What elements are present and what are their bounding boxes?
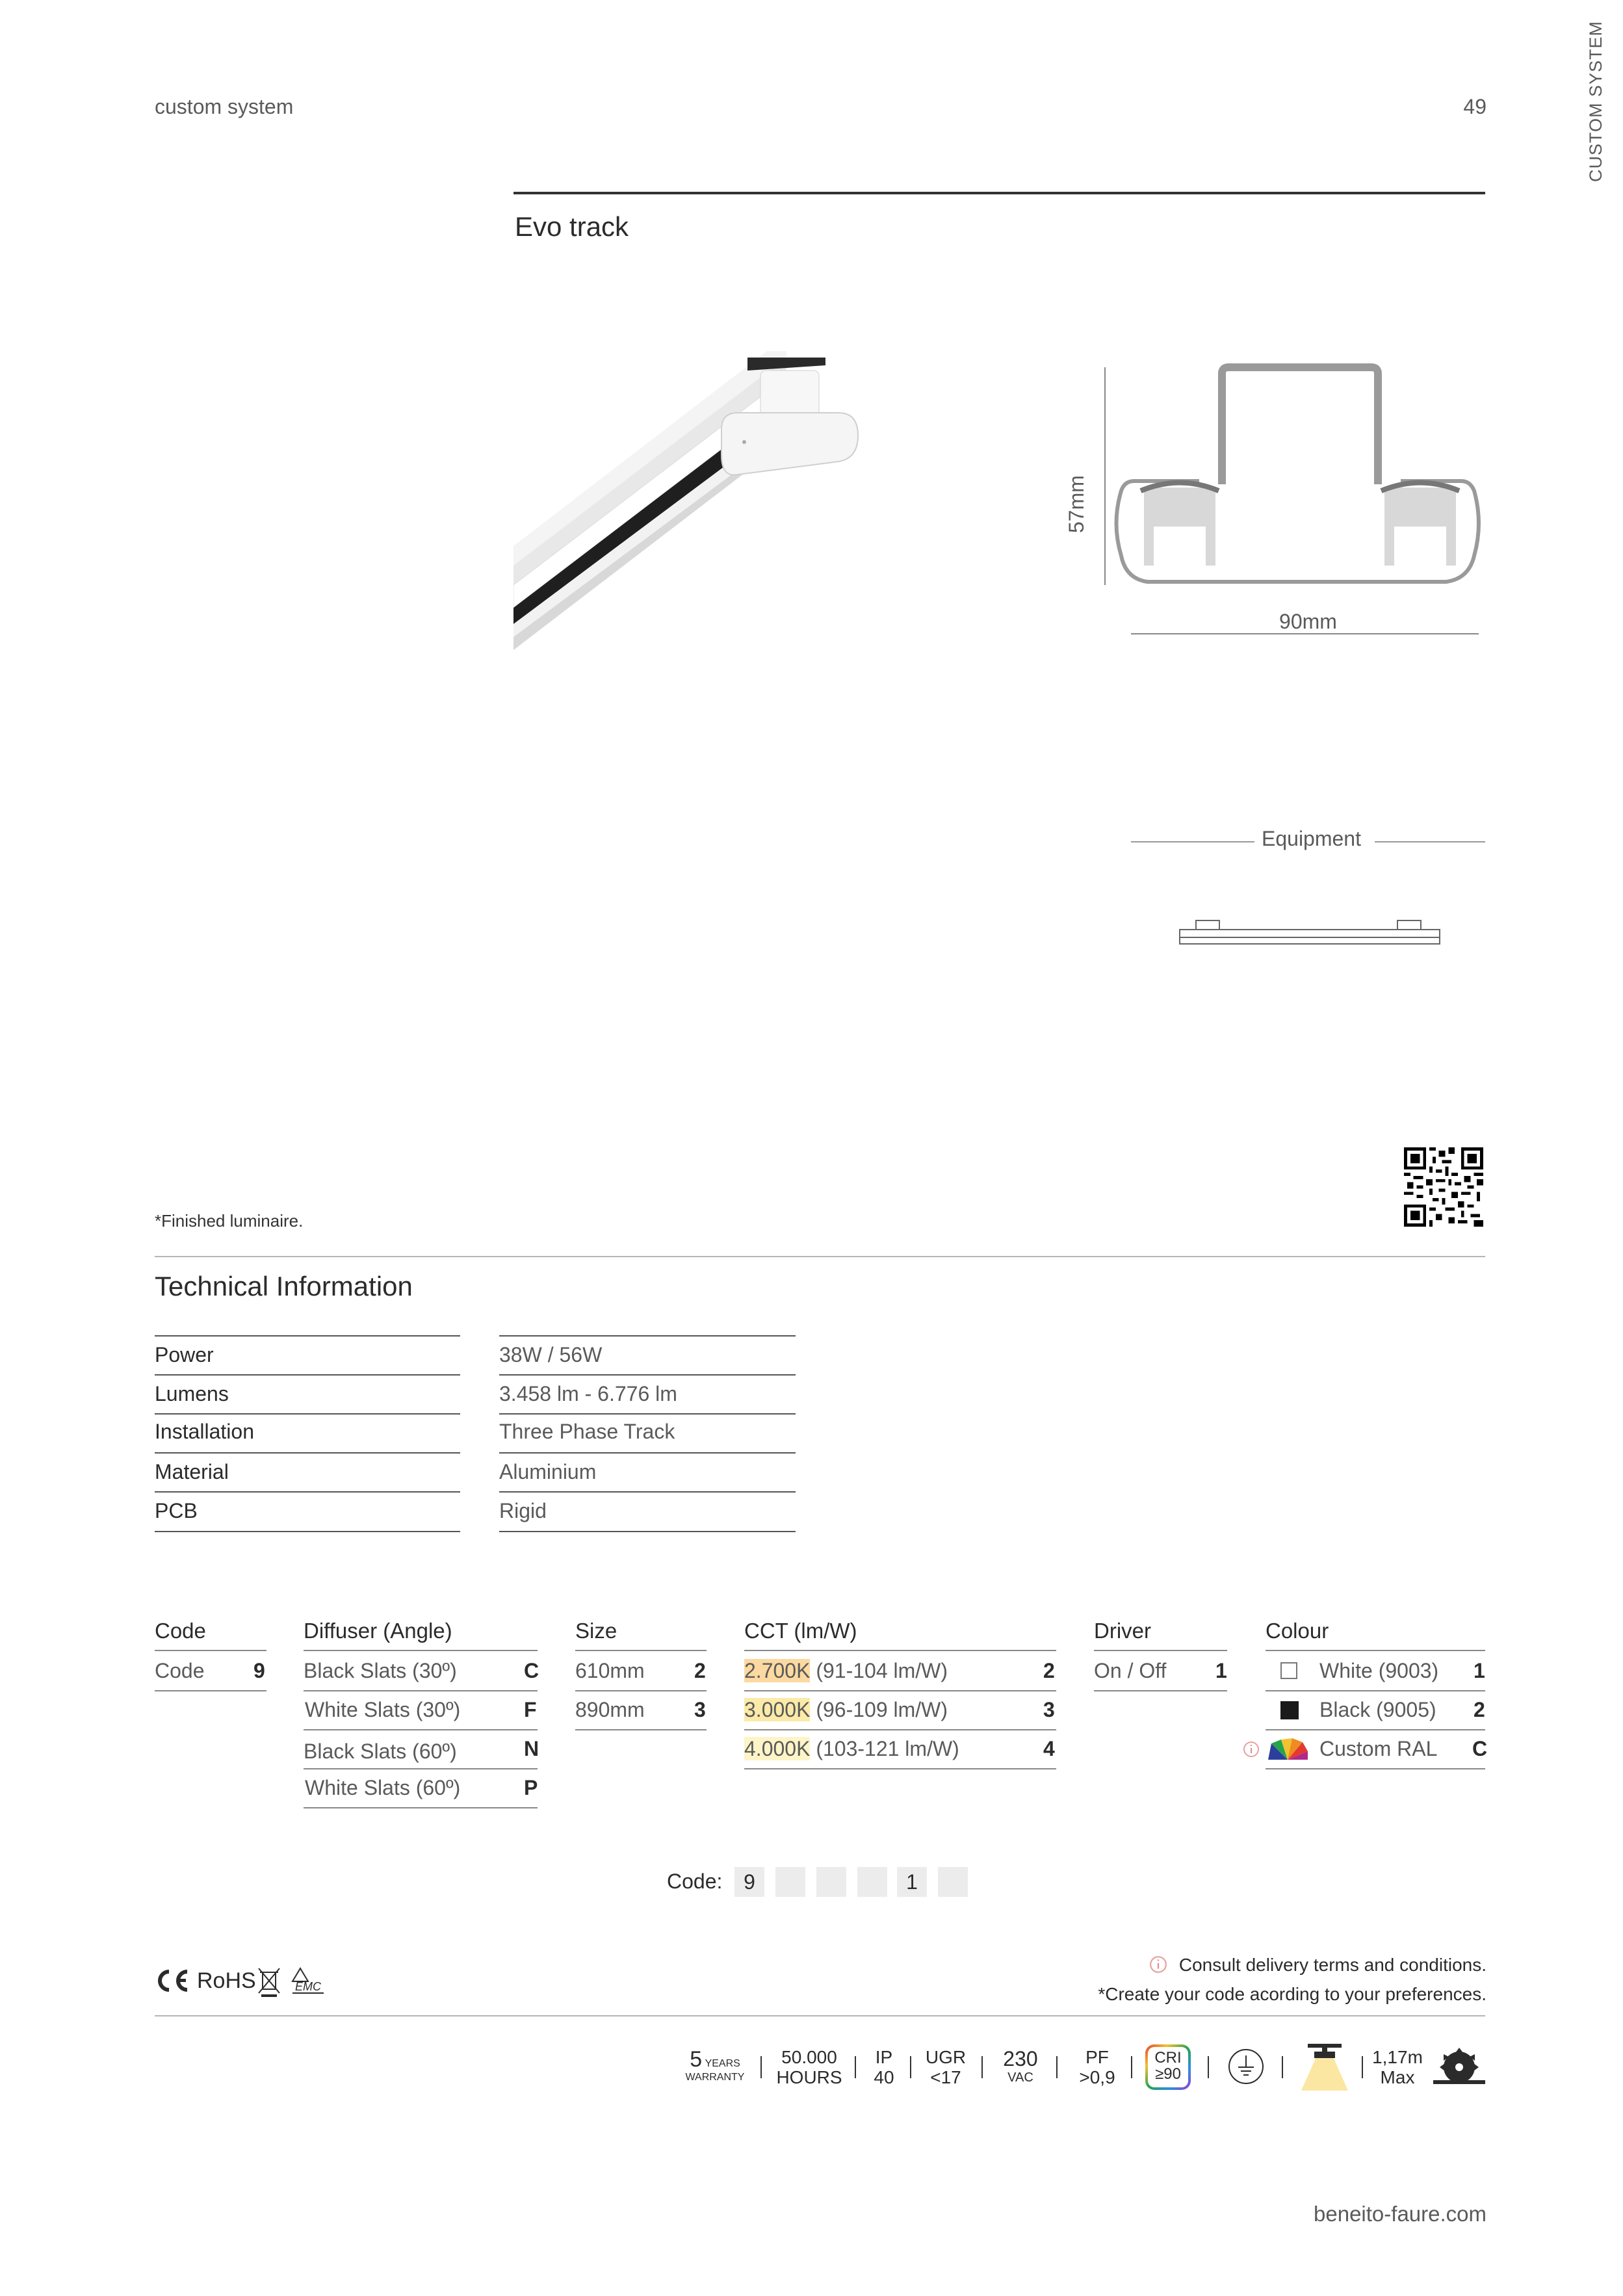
colour-option[interactable]: Black (9005) xyxy=(1319,1698,1436,1721)
header-rule xyxy=(304,1650,538,1651)
header-rule xyxy=(1094,1650,1227,1651)
row-rule xyxy=(304,1807,538,1808)
row-rule xyxy=(744,1729,1056,1730)
cut-label: Max xyxy=(1380,2067,1415,2087)
spec-line xyxy=(155,1531,460,1532)
hours-label: HOURS xyxy=(776,2067,842,2087)
ugr-value: <17 xyxy=(930,2067,961,2087)
equipment-label: Equipment xyxy=(1262,827,1361,850)
cct-option[interactable] xyxy=(744,1737,959,1761)
pf-value: >0,9 xyxy=(1079,2067,1115,2087)
separator xyxy=(1131,2056,1132,2078)
footer-rule xyxy=(155,2015,1485,2016)
title-rule xyxy=(513,192,1485,194)
cut-length: 1,17m xyxy=(1372,2047,1423,2067)
separator xyxy=(1282,2056,1283,2078)
spec-label: Installation xyxy=(155,1420,254,1443)
row-rule xyxy=(1266,1690,1485,1691)
equipment-drawing xyxy=(1176,917,1443,956)
profile-cross-section xyxy=(1072,361,1495,647)
spec-line xyxy=(499,1374,796,1376)
diffuser-option[interactable]: Black Slats (30º) xyxy=(304,1659,457,1682)
cut-length-badge xyxy=(1368,2048,1427,2088)
diffuser-code: P xyxy=(524,1776,538,1799)
svg-text:EMC: EMC xyxy=(295,1980,321,1993)
spec-line xyxy=(499,1413,796,1415)
earth-ground-icon xyxy=(1227,2048,1265,2085)
row-rule xyxy=(1094,1690,1227,1691)
cct-detail: (96-109 lm/W) xyxy=(810,1698,948,1721)
spec-line xyxy=(155,1491,460,1493)
row-rule xyxy=(304,1690,538,1691)
diffuser-option[interactable]: Black Slats (60º) xyxy=(304,1740,457,1763)
separator xyxy=(981,2056,983,2078)
colour-code: C xyxy=(1472,1737,1488,1760)
spec-value: 38W / 56W xyxy=(499,1343,603,1366)
colour-header: Colour xyxy=(1266,1619,1329,1643)
cct-code: 2 xyxy=(1043,1659,1055,1682)
website-link[interactable]: beneito-faure.com xyxy=(1314,2202,1487,2226)
driver-option[interactable]: On / Off xyxy=(1094,1659,1167,1682)
driver-code: 1 xyxy=(1215,1659,1227,1682)
product-title: Evo track xyxy=(515,211,629,242)
diffuser-code: F xyxy=(524,1698,537,1721)
colour-option[interactable]: Custom RAL xyxy=(1319,1737,1438,1760)
row-rule xyxy=(304,1729,538,1730)
page-number: 49 xyxy=(1463,95,1487,118)
hours-badge xyxy=(770,2048,848,2088)
separator xyxy=(1362,2056,1363,2078)
separator xyxy=(760,2056,762,2078)
cct-temp: 3.000K xyxy=(744,1698,811,1721)
info-icon[interactable] xyxy=(1149,1955,1167,1974)
code-box[interactable] xyxy=(775,1867,805,1897)
voltage-badge xyxy=(988,2048,1053,2085)
warranty-label: WARRANTY xyxy=(685,2072,745,2083)
spec-label: Power xyxy=(155,1343,214,1366)
ugr-label: UGR xyxy=(925,2047,967,2067)
size-code: 2 xyxy=(694,1659,706,1682)
create-code-note: *Create your code acording to your preferences. xyxy=(1098,1984,1487,2004)
spec-value: 3.458 lm - 6.776 lm xyxy=(499,1382,677,1405)
ip-badge xyxy=(861,2048,907,2088)
spec-line xyxy=(499,1335,796,1337)
equipment-rule-left xyxy=(1131,841,1254,842)
spec-label: PCB xyxy=(155,1499,198,1522)
delivery-note: Consult delivery terms and conditions. xyxy=(1178,1955,1487,1975)
spec-value: Three Phase Track xyxy=(499,1420,675,1443)
emc-mark-icon xyxy=(290,1966,326,1996)
cct-header: CCT (lm/W) xyxy=(744,1619,857,1643)
separator xyxy=(910,2056,911,2078)
row-rule xyxy=(744,1690,1056,1691)
size-option[interactable]: 610mm xyxy=(575,1659,645,1682)
code-box[interactable]: 9 xyxy=(734,1867,764,1897)
diffuser-option[interactable]: White Slats (30º) xyxy=(305,1698,461,1721)
rohs-label: RoHS xyxy=(197,1968,256,1993)
hours-num: 50.000 xyxy=(781,2047,837,2067)
white-swatch-icon xyxy=(1280,1662,1297,1679)
row-rule xyxy=(155,1690,266,1691)
diffuser-code: C xyxy=(524,1659,539,1682)
separator xyxy=(1208,2056,1209,2078)
cri-label: CRI xyxy=(1154,2049,1182,2067)
spec-line xyxy=(499,1491,796,1493)
cct-option[interactable] xyxy=(744,1698,948,1722)
warranty-badge xyxy=(676,2048,754,2083)
cct-code: 3 xyxy=(1043,1698,1055,1721)
side-tab-label: CUSTOM SYSTEM xyxy=(1586,20,1605,182)
code-header: Code xyxy=(155,1619,206,1643)
colour-option[interactable]: White (9003) xyxy=(1319,1659,1439,1682)
header-rule xyxy=(1266,1650,1485,1651)
cri-badge xyxy=(1145,2044,1191,2090)
size-option[interactable]: 890mm xyxy=(575,1698,645,1721)
size-code: 3 xyxy=(694,1698,706,1721)
section-rule xyxy=(155,1256,1485,1257)
row-rule xyxy=(1266,1729,1485,1730)
section-title: Technical Information xyxy=(155,1271,413,1301)
spec-line xyxy=(155,1413,460,1415)
spec-line xyxy=(155,1335,460,1337)
footnote: *Finished luminaire. xyxy=(155,1211,304,1231)
pf-badge xyxy=(1065,2048,1130,2088)
black-swatch-icon xyxy=(1280,1701,1299,1719)
header-rule xyxy=(744,1650,1056,1651)
cct-temp: 2.700K xyxy=(744,1659,811,1682)
weee-bin-icon xyxy=(256,1966,282,1998)
height-dimension xyxy=(1065,455,1091,546)
cri-value: ≥90 xyxy=(1155,2065,1181,2083)
row-rule xyxy=(304,1768,538,1769)
width-label: 90mm xyxy=(1279,610,1337,633)
code-label: Code xyxy=(155,1659,205,1682)
voltage-num: 230 xyxy=(1003,2047,1038,2070)
cct-code: 4 xyxy=(1043,1737,1055,1760)
colour-code: 1 xyxy=(1474,1659,1485,1682)
code-box[interactable] xyxy=(816,1867,846,1897)
code-box[interactable] xyxy=(857,1867,887,1897)
cct-temp: 4.000K xyxy=(744,1737,811,1760)
spec-line xyxy=(499,1531,796,1532)
saw-blade-icon xyxy=(1433,2046,1485,2088)
diffuser-option[interactable]: White Slats (60º) xyxy=(305,1776,461,1799)
warranty-num: 5 xyxy=(690,2047,703,2072)
header-rule xyxy=(155,1650,266,1651)
section-name: custom system xyxy=(155,95,294,118)
ce-mark-icon xyxy=(155,1968,191,1994)
spec-line xyxy=(499,1452,796,1454)
code-builder-label: Code: xyxy=(667,1870,723,1893)
warranty-unit: YEARS xyxy=(705,2058,740,2069)
spec-label: Material xyxy=(155,1460,229,1483)
separator xyxy=(855,2056,856,2078)
qr-code[interactable] xyxy=(1404,1147,1483,1227)
cct-detail: (103-121 lm/W) xyxy=(810,1737,959,1760)
size-header: Size xyxy=(575,1619,617,1643)
row-rule xyxy=(575,1690,707,1691)
row-rule xyxy=(575,1729,707,1730)
voltage-unit: VAC xyxy=(1007,2070,1033,2085)
code-value: 9 xyxy=(253,1659,265,1682)
ip-value: 40 xyxy=(874,2067,894,2087)
pf-label: PF xyxy=(1085,2047,1109,2067)
row-rule xyxy=(744,1768,1056,1769)
cct-option[interactable] xyxy=(744,1659,948,1683)
ip-label: IP xyxy=(875,2047,893,2067)
cct-detail: (91-104 lm/W) xyxy=(810,1659,948,1682)
code-box[interactable] xyxy=(938,1867,968,1897)
track-spotlight-icon xyxy=(1299,2041,1351,2092)
header-rule xyxy=(575,1650,707,1651)
spec-line xyxy=(155,1374,460,1376)
colour-wheel-icon xyxy=(1265,1737,1310,1763)
ugr-badge xyxy=(916,2048,975,2088)
row-rule xyxy=(1266,1768,1485,1769)
diffuser-code: N xyxy=(524,1737,539,1760)
spec-value: Aluminium xyxy=(499,1460,597,1483)
code-box[interactable]: 1 xyxy=(897,1867,927,1897)
product-image xyxy=(513,351,864,657)
driver-header: Driver xyxy=(1094,1619,1151,1643)
equipment-rule-right xyxy=(1375,841,1485,842)
colour-code: 2 xyxy=(1474,1698,1485,1721)
side-tab xyxy=(1586,20,1612,182)
spec-value: Rigid xyxy=(499,1499,547,1522)
height-label: 57mm xyxy=(1065,475,1088,533)
separator xyxy=(1056,2056,1058,2078)
spec-label: Lumens xyxy=(155,1382,229,1405)
spec-line xyxy=(155,1452,460,1454)
diffuser-header: Diffuser (Angle) xyxy=(304,1619,452,1643)
info-icon[interactable] xyxy=(1243,1741,1260,1758)
